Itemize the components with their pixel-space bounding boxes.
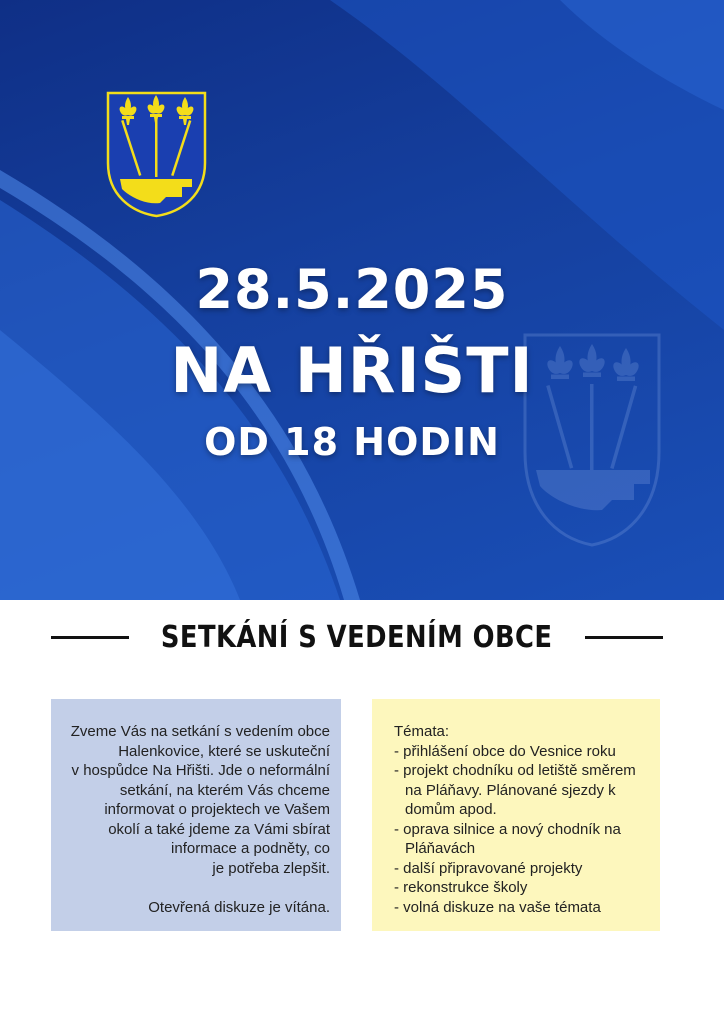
- event-date: 28.5.2025: [195, 258, 509, 321]
- invitation-box: [51, 699, 341, 931]
- invitation-line: Zveme Vás na setkání s vedením obce: [70, 723, 330, 740]
- topic-item: - přihlášení obce do Vesnice roku: [394, 742, 646, 762]
- section-heading-row: [51, 612, 663, 662]
- topics-list: [394, 742, 646, 918]
- invitation-line: setkání, na kterém Vás chceme: [119, 781, 330, 799]
- section-heading: SETKÁNÍ S VEDENÍM OBCE: [161, 619, 553, 655]
- topics-box: [372, 699, 660, 931]
- topic-item: - oprava silnice a nový chodník na Pláňavách: [394, 820, 646, 859]
- topic-item: - další připravované projekty: [394, 859, 646, 879]
- invitation-line: okolí a také jdeme za Vámi sbírat: [108, 820, 330, 838]
- invitation-line: informace a podněty, co: [171, 840, 330, 857]
- event-time: OD 18 HODIN: [204, 420, 500, 464]
- heading-divider-right: [585, 636, 663, 639]
- topic-item: - projekt chodníku od letiště směrem na Pláňavy. Plánované sjezdy k domům apod.: [394, 761, 646, 820]
- invitation-line: Halenkovice, které se uskuteční: [118, 742, 330, 760]
- invitation-line: informovat o projektech ve Vašem: [104, 801, 330, 818]
- topic-item: - rekonstrukce školy: [394, 878, 646, 898]
- heading-divider-left: [51, 636, 129, 639]
- invitation-line: v hospůdce Na Hřišti. Jde o neformální: [71, 762, 330, 779]
- coat-of-arms-icon: [106, 91, 207, 218]
- invitation-line: je potřeba zlepšit.: [212, 859, 330, 877]
- event-place: NA HŘIŠTI: [170, 334, 534, 407]
- invitation-closing: Otevřená diskuze je vítána.: [148, 898, 330, 916]
- topics-title: Témata:: [394, 723, 450, 740]
- topic-item: - volná diskuze na vaše témata: [394, 898, 646, 918]
